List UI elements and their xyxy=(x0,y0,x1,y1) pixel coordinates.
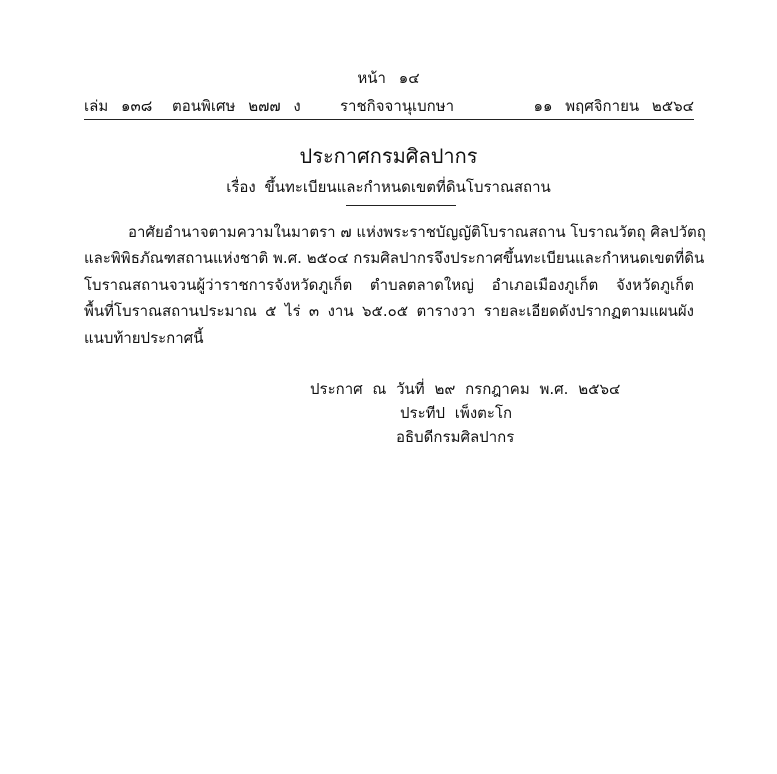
gazette-header xyxy=(84,94,694,116)
body-line: พื้นที่โบราณสถานประมาณ ๕ ไร่ ๓ งาน ๖๕.๐๕ ตารางวา รายละเอียดดังปรากฏตามแผนผัง xyxy=(84,302,694,321)
publication-date: ๑๑ พฤศจิกายน ๒๕๖๔ xyxy=(533,97,694,115)
volume-label: เล่ม ๑๓๘ xyxy=(84,97,153,115)
signature-date: ประกาศ ณ วันที่ ๒๙ กรกฎาคม พ.ศ. ๒๕๖๔ xyxy=(310,380,621,398)
body-line: โบราณสถานจวนผู้ว่าราชการจังหวัดภูเก็ต ตำบลตลาดใหญ่ อำเภอเมืองภูเก็ต จังหวัดภูเก็ต xyxy=(84,275,694,294)
announcement-title: ประกาศกรมศิลปากร xyxy=(299,144,478,168)
signatory-name: ประทีป เพ็งตะโก xyxy=(400,404,513,422)
announcement-subject: เรื่อง ขึ้นทะเบียนและกำหนดเขตที่ดินโบราณสถาน xyxy=(226,178,551,196)
announcement-body xyxy=(84,219,706,351)
body-line: อาศัยอำนาจตามความในมาตรา ๗ แห่งพระราชบัญญัติโบราณสถาน โบราณวัตถุ ศิลปวัตถุ xyxy=(128,223,706,241)
gazette-name: ราชกิจจานุเบกษา xyxy=(340,97,455,115)
issue-label: ตอนพิเศษ ๒๗๗ ง xyxy=(172,97,301,115)
page-number: หน้า ๑๔ xyxy=(357,69,420,87)
signatory-position: อธิบดีกรมศิลปากร xyxy=(396,428,515,446)
header-divider xyxy=(84,119,694,120)
body-line: แนบท้ายประกาศนี้ xyxy=(84,328,204,347)
body-line: และพิพิธภัณฑสถานแห่งชาติ พ.ศ. ๒๕๐๔ กรมศิลปากรจึงประกาศขึ้นทะเบียนและกำหนดเขตที่ดิน xyxy=(84,249,705,268)
title-divider xyxy=(346,205,456,206)
